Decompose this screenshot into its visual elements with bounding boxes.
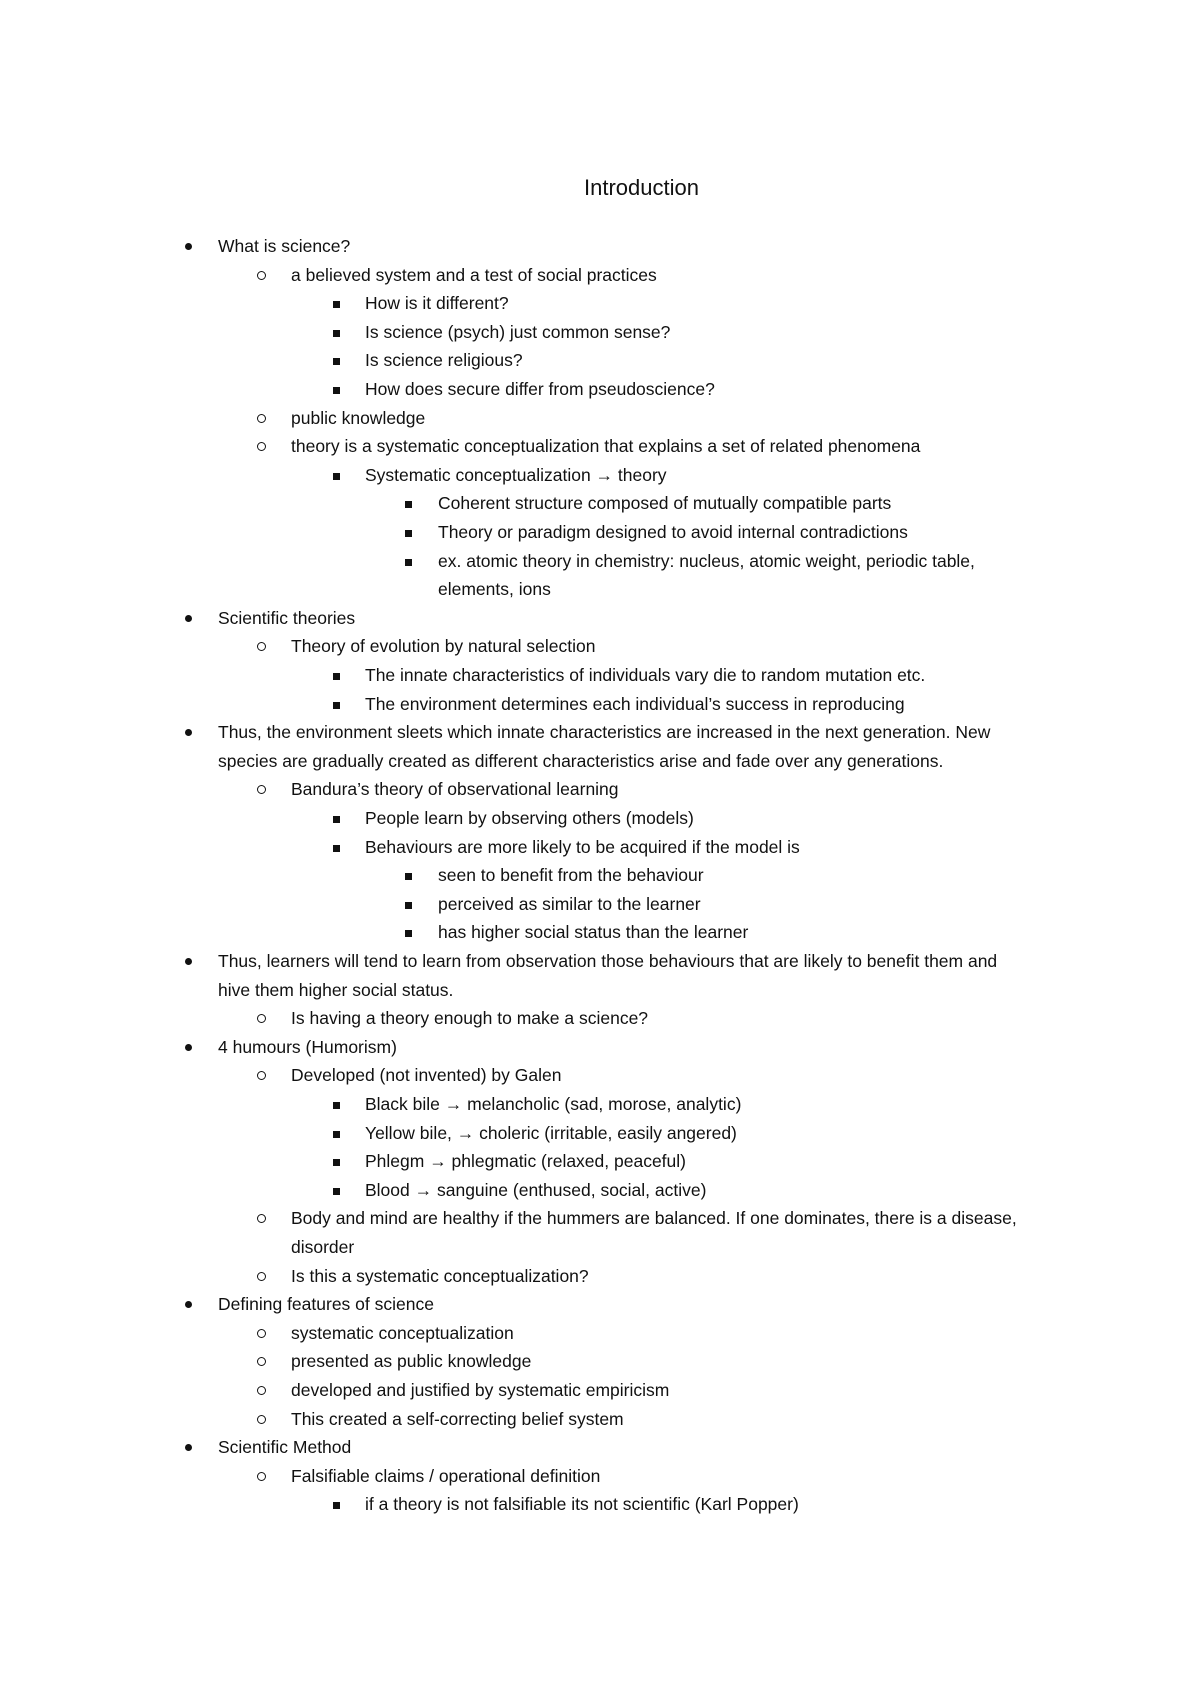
outline-item-text: Body and mind are healthy if the hummers are balanced. If one dominates, there is a disease, [291, 1208, 1017, 1229]
outline-item-text: Theory or paradigm designed to avoid internal contradictions [438, 522, 908, 542]
bullet-disc-icon [185, 729, 192, 736]
bullet-circle-icon [257, 442, 266, 451]
outline-item-text: systematic conceptualization [291, 1322, 514, 1343]
outline-item-text: This created a self-correcting belief system [291, 1408, 624, 1429]
outline-item-text: 4 humours (Humorism) [218, 1036, 397, 1057]
bullet-disc-icon [185, 1444, 192, 1451]
bullet-circle-icon [257, 1415, 266, 1424]
bullet-square-icon [333, 301, 340, 308]
outline-item-text: Is having a theory enough to make a science? [291, 1008, 649, 1029]
bullet-square-icon [333, 1131, 340, 1138]
bullet-square-icon [333, 702, 340, 709]
bullet-square-icon [333, 387, 340, 394]
outline-item-text: disorder [291, 1237, 355, 1257]
bullet-square-icon [333, 845, 340, 852]
bullet-square-icon [333, 358, 340, 365]
bullet-square-icon [405, 930, 412, 937]
outline-item-text: People learn by observing others (models) [365, 808, 694, 828]
outline-item-text: ex. atomic theory in chemistry: nucleus, atomic weight, periodic table, [438, 550, 975, 571]
bullet-circle-icon [257, 1329, 266, 1338]
bullet-circle-icon [257, 1357, 266, 1366]
bullet-circle-icon [257, 1014, 266, 1023]
outline-item-text: How does secure differ from pseudoscience? [365, 379, 715, 399]
bullet-disc-icon [185, 1301, 192, 1308]
bullet-square-icon [333, 473, 340, 480]
bullet-circle-icon [257, 1272, 266, 1281]
outline-item-text: Thus, learners will tend to learn from observation those behaviours that are likely to benefit them and [218, 951, 998, 971]
bullet-square-icon [333, 1188, 340, 1195]
bullet-square-icon [405, 559, 412, 566]
bullet-disc-icon [185, 615, 192, 622]
bullet-circle-icon [257, 1472, 266, 1481]
outline-item-text: Black bile → melancholic (sad, morose, analytic) [365, 1094, 742, 1114]
outline-item-text: Behaviours are more likely to be acquired if the model is [365, 836, 800, 857]
bullet-square-icon [405, 873, 412, 880]
bullet-square-icon [333, 1102, 340, 1109]
bullet-circle-icon [257, 1214, 266, 1223]
bullet-circle-icon [257, 785, 266, 794]
outline-item-text: Defining features of science [218, 1294, 434, 1315]
outline-item-text: Scientific theories [218, 607, 356, 628]
outline-item-text: developed and justified by systematic empiricism [291, 1380, 670, 1400]
outline-item-text: has higher social status than the learner [438, 922, 749, 943]
bullet-square-icon [405, 902, 412, 909]
page-title: Introduction [584, 175, 699, 200]
outline-item-text: What is science? [218, 236, 351, 256]
outline-item-text: perceived as similar to the learner [438, 893, 701, 914]
outline-item-text: Bandura’s theory of observational learning [291, 779, 619, 800]
bullet-disc-icon [185, 243, 192, 250]
bullet-circle-icon [257, 1386, 266, 1395]
outline-item-text: Falsifiable claims / operational definition [291, 1465, 601, 1486]
outline-item-text: presented as public knowledge [291, 1351, 532, 1372]
outline-item-text: Yellow bile, → choleric (irritable, easily angered) [365, 1122, 737, 1143]
bullet-square-icon [405, 501, 412, 508]
outline-item-text: Scientific Method [218, 1437, 352, 1458]
outline-item-text: How is it different? [365, 293, 509, 314]
bullet-circle-icon [257, 414, 266, 423]
bullet-disc-icon [185, 1044, 192, 1051]
outline-item-text: The environment determines each individual’s success in reproducing [365, 693, 905, 714]
outline-item-text: if a theory is not falsifiable its not scientific (Karl Popper) [365, 1494, 799, 1515]
bullet-square-icon [333, 1502, 340, 1509]
outline-item-text: Systematic conceptualization → theory [365, 464, 667, 485]
outline-item-text: elements, ions [438, 579, 551, 600]
outline-item-text: public knowledge [291, 407, 426, 428]
bullet-circle-icon [257, 271, 266, 280]
outline-item-text: Is science (psych) just common sense? [365, 321, 671, 342]
outline-item-text: Is this a systematic conceptualization? [291, 1265, 589, 1286]
bullet-circle-icon [257, 642, 266, 651]
bullet-square-icon [333, 330, 340, 337]
outline-item-text: The innate characteristics of individuals vary die to random mutation etc. [365, 665, 926, 685]
outline-item-text: Phlegm → phlegmatic (relaxed, peaceful) [365, 1151, 686, 1172]
bullet-square-icon [333, 1159, 340, 1166]
outline-item-text: Developed (not invented) by Galen [291, 1065, 562, 1086]
outline-item-text: hive them higher social status. [218, 979, 454, 1000]
outline-item-text: Blood → sanguine (enthused, social, active) [365, 1179, 707, 1200]
outline-item-text: Theory of evolution by natural selection [291, 636, 596, 657]
outline-item-text: a believed system and a test of social practices [291, 264, 657, 285]
outline-item-text: theory is a systematic conceptualization that explains a set of related phenomena [291, 436, 921, 457]
bullet-square-icon [405, 530, 412, 537]
bullet-square-icon [333, 673, 340, 680]
outline-item-text: Thus, the environment sleets which innate characteristics are increased in the next generation. New [218, 722, 991, 743]
outline-item-text: seen to benefit from the behaviour [438, 865, 704, 886]
bullet-disc-icon [185, 958, 192, 965]
outline-item-text: species are gradually created as different characteristics arise and fade over any generations. [218, 750, 944, 771]
bullet-circle-icon [257, 1071, 266, 1080]
outline-item-text: Coherent structure composed of mutually compatible parts [438, 493, 892, 514]
bullet-square-icon [333, 816, 340, 823]
outline-item-text: Is science religious? [365, 350, 523, 371]
